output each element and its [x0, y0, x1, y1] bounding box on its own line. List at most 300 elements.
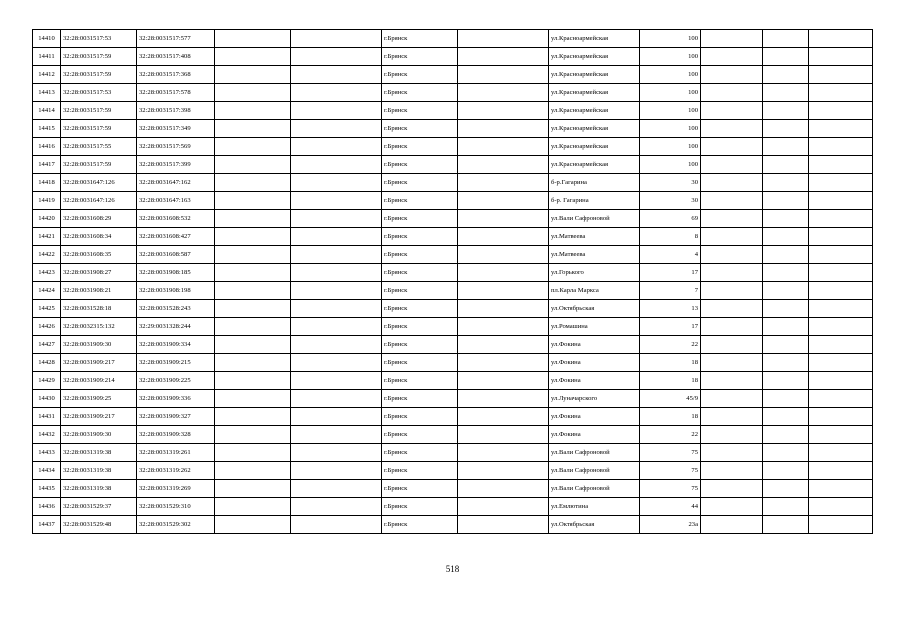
- empty-cell: [763, 426, 809, 444]
- house-number-cell: 30: [640, 192, 701, 210]
- street-cell: ул.Фокина: [549, 372, 640, 390]
- empty-cell: [458, 264, 549, 282]
- empty-cell: [291, 390, 382, 408]
- empty-cell: [458, 192, 549, 210]
- empty-cell: [809, 264, 873, 282]
- empty-cell: [809, 192, 873, 210]
- city-cell: г.Брянск: [382, 30, 458, 48]
- house-number-cell: 100: [640, 156, 701, 174]
- empty-cell: [458, 516, 549, 534]
- row-number-cell: 14417: [33, 156, 61, 174]
- empty-cell: [458, 120, 549, 138]
- object-cadastral-number-cell: 32:28:0031647:163: [137, 192, 215, 210]
- row-number-cell: 14433: [33, 444, 61, 462]
- empty-cell: [291, 66, 382, 84]
- cadastral-number-cell: 32:28:0031529:37: [61, 498, 137, 516]
- empty-cell: [701, 462, 763, 480]
- city-cell: г.Брянск: [382, 210, 458, 228]
- street-cell: ул.Вали Сафроновой: [549, 210, 640, 228]
- table-row: [33, 480, 873, 498]
- city-cell: г.Брянск: [382, 66, 458, 84]
- house-number-cell: 30: [640, 174, 701, 192]
- empty-cell: [763, 48, 809, 66]
- row-number-cell: 14413: [33, 84, 61, 102]
- house-number-cell: 44: [640, 498, 701, 516]
- row-number-cell: 14424: [33, 282, 61, 300]
- empty-cell: [215, 174, 291, 192]
- empty-cell: [215, 462, 291, 480]
- table-row: [33, 462, 873, 480]
- row-number-cell: 14420: [33, 210, 61, 228]
- cadastral-number-cell: 32:28:0031517:59: [61, 66, 137, 84]
- row-number-cell: 14428: [33, 354, 61, 372]
- empty-cell: [809, 498, 873, 516]
- street-cell: ул.Фокина: [549, 408, 640, 426]
- object-cadastral-number-cell: 32:28:0031529:310: [137, 498, 215, 516]
- street-cell: ул.Красноармейская: [549, 30, 640, 48]
- empty-cell: [809, 120, 873, 138]
- object-cadastral-number-cell: 32:28:0031517:368: [137, 66, 215, 84]
- empty-cell: [701, 372, 763, 390]
- city-cell: г.Брянск: [382, 48, 458, 66]
- empty-cell: [291, 354, 382, 372]
- cadastral-number-cell: 32:28:0031319:38: [61, 462, 137, 480]
- empty-cell: [458, 300, 549, 318]
- street-cell: ул.Вали Сафроновой: [549, 462, 640, 480]
- table-row: [33, 192, 873, 210]
- empty-cell: [215, 354, 291, 372]
- cadastral-number-cell: 32:28:0031608:35: [61, 246, 137, 264]
- empty-cell: [458, 480, 549, 498]
- table-row: [33, 246, 873, 264]
- empty-cell: [458, 390, 549, 408]
- street-cell: ул.Емлютина: [549, 498, 640, 516]
- object-cadastral-number-cell: 32:28:0031517:577: [137, 30, 215, 48]
- empty-cell: [458, 210, 549, 228]
- empty-cell: [701, 66, 763, 84]
- empty-cell: [763, 372, 809, 390]
- table-row: [33, 102, 873, 120]
- empty-cell: [215, 300, 291, 318]
- house-number-cell: 23а: [640, 516, 701, 534]
- row-number-cell: 14425: [33, 300, 61, 318]
- cadastral-number-cell: 32:28:0031909:25: [61, 390, 137, 408]
- empty-cell: [763, 462, 809, 480]
- house-number-cell: 100: [640, 120, 701, 138]
- row-number-cell: 14429: [33, 372, 61, 390]
- empty-cell: [291, 228, 382, 246]
- empty-cell: [763, 174, 809, 192]
- street-cell: ул.Красноармейская: [549, 66, 640, 84]
- object-cadastral-number-cell: 32:28:0031517:569: [137, 138, 215, 156]
- city-cell: г.Брянск: [382, 264, 458, 282]
- city-cell: г.Брянск: [382, 102, 458, 120]
- empty-cell: [291, 120, 382, 138]
- cadastral-number-cell: 32:28:0031517:55: [61, 138, 137, 156]
- page-number: 518: [445, 564, 460, 574]
- city-cell: г.Брянск: [382, 498, 458, 516]
- empty-cell: [763, 264, 809, 282]
- row-number-cell: 14415: [33, 120, 61, 138]
- cadastral-number-cell: 32:28:0032315:132: [61, 318, 137, 336]
- table-row: [33, 66, 873, 84]
- row-number-cell: 14423: [33, 264, 61, 282]
- table-row: [33, 354, 873, 372]
- empty-cell: [763, 228, 809, 246]
- object-cadastral-number-cell: 32:28:0031909:328: [137, 426, 215, 444]
- empty-cell: [291, 210, 382, 228]
- cadastral-number-cell: 32:28:0031647:126: [61, 192, 137, 210]
- empty-cell: [291, 480, 382, 498]
- street-cell: б-р. Гагарина: [549, 192, 640, 210]
- street-cell: ул.Вали Сафроновой: [549, 480, 640, 498]
- empty-cell: [701, 174, 763, 192]
- empty-cell: [701, 480, 763, 498]
- empty-cell: [291, 30, 382, 48]
- empty-cell: [763, 336, 809, 354]
- cadastral-number-cell: 32:28:0031517:59: [61, 156, 137, 174]
- house-number-cell: 75: [640, 480, 701, 498]
- empty-cell: [701, 30, 763, 48]
- cadastral-number-cell: 32:28:0031319:38: [61, 480, 137, 498]
- empty-cell: [458, 102, 549, 120]
- row-number-cell: 14437: [33, 516, 61, 534]
- street-cell: б-р.Гагарина: [549, 174, 640, 192]
- empty-cell: [215, 318, 291, 336]
- empty-cell: [763, 246, 809, 264]
- empty-cell: [763, 210, 809, 228]
- row-number-cell: 14421: [33, 228, 61, 246]
- object-cadastral-number-cell: 32:28:0031319:269: [137, 480, 215, 498]
- empty-cell: [215, 210, 291, 228]
- empty-cell: [291, 156, 382, 174]
- empty-cell: [291, 246, 382, 264]
- street-cell: ул.Красноармейская: [549, 138, 640, 156]
- city-cell: г.Брянск: [382, 516, 458, 534]
- empty-cell: [809, 480, 873, 498]
- cadastral-number-cell: 32:28:0031608:29: [61, 210, 137, 228]
- empty-cell: [701, 84, 763, 102]
- empty-cell: [215, 138, 291, 156]
- cadastral-number-cell: 32:28:0031908:27: [61, 264, 137, 282]
- empty-cell: [291, 318, 382, 336]
- empty-cell: [809, 354, 873, 372]
- object-cadastral-number-cell: 32:28:0031608:532: [137, 210, 215, 228]
- city-cell: г.Брянск: [382, 462, 458, 480]
- house-number-cell: 69: [640, 210, 701, 228]
- empty-cell: [763, 516, 809, 534]
- street-cell: ул.Матвеева: [549, 246, 640, 264]
- empty-cell: [291, 84, 382, 102]
- empty-cell: [809, 426, 873, 444]
- table-row: [33, 516, 873, 534]
- object-cadastral-number-cell: 32:28:0031909:225: [137, 372, 215, 390]
- object-cadastral-number-cell: 32:28:0031647:162: [137, 174, 215, 192]
- street-cell: ул.Вали Сафроновой: [549, 444, 640, 462]
- empty-cell: [701, 408, 763, 426]
- object-cadastral-number-cell: 32:28:0031517:349: [137, 120, 215, 138]
- table-row: [33, 84, 873, 102]
- empty-cell: [809, 48, 873, 66]
- empty-cell: [458, 174, 549, 192]
- house-number-cell: 22: [640, 336, 701, 354]
- empty-cell: [215, 246, 291, 264]
- table-row: [33, 390, 873, 408]
- city-cell: г.Брянск: [382, 156, 458, 174]
- object-cadastral-number-cell: 32:28:0031909:334: [137, 336, 215, 354]
- empty-cell: [809, 462, 873, 480]
- row-number-cell: 14419: [33, 192, 61, 210]
- empty-cell: [215, 444, 291, 462]
- city-cell: г.Брянск: [382, 228, 458, 246]
- cadastral-number-cell: 32:28:0031517:59: [61, 102, 137, 120]
- cadastral-number-cell: 32:28:0031909:214: [61, 372, 137, 390]
- street-cell: пл.Карла Маркса: [549, 282, 640, 300]
- empty-cell: [291, 48, 382, 66]
- table-row: [33, 30, 873, 48]
- row-number-cell: 14422: [33, 246, 61, 264]
- empty-cell: [809, 174, 873, 192]
- empty-cell: [291, 192, 382, 210]
- house-number-cell: 100: [640, 30, 701, 48]
- empty-cell: [701, 444, 763, 462]
- registry-table-body: [33, 30, 873, 534]
- house-number-cell: 75: [640, 462, 701, 480]
- empty-cell: [809, 246, 873, 264]
- empty-cell: [215, 390, 291, 408]
- empty-cell: [701, 426, 763, 444]
- city-cell: г.Брянск: [382, 354, 458, 372]
- empty-cell: [701, 156, 763, 174]
- object-cadastral-number-cell: 32:28:0031908:185: [137, 264, 215, 282]
- cadastral-number-cell: 32:28:0031908:21: [61, 282, 137, 300]
- table-row: [33, 444, 873, 462]
- row-number-cell: 14416: [33, 138, 61, 156]
- street-cell: ул.Красноармейская: [549, 120, 640, 138]
- empty-cell: [763, 138, 809, 156]
- table-row: [33, 300, 873, 318]
- empty-cell: [763, 318, 809, 336]
- empty-cell: [701, 354, 763, 372]
- empty-cell: [763, 300, 809, 318]
- empty-cell: [215, 192, 291, 210]
- empty-cell: [809, 300, 873, 318]
- empty-cell: [763, 354, 809, 372]
- city-cell: г.Брянск: [382, 426, 458, 444]
- empty-cell: [215, 156, 291, 174]
- street-cell: ул.Луначарского: [549, 390, 640, 408]
- empty-cell: [215, 102, 291, 120]
- object-cadastral-number-cell: 32:28:0031517:399: [137, 156, 215, 174]
- city-cell: г.Брянск: [382, 138, 458, 156]
- empty-cell: [701, 390, 763, 408]
- empty-cell: [701, 210, 763, 228]
- empty-cell: [809, 156, 873, 174]
- object-cadastral-number-cell: 32:28:0031909:336: [137, 390, 215, 408]
- city-cell: г.Брянск: [382, 408, 458, 426]
- empty-cell: [458, 228, 549, 246]
- object-cadastral-number-cell: 32:28:0031909:327: [137, 408, 215, 426]
- empty-cell: [763, 156, 809, 174]
- empty-cell: [215, 408, 291, 426]
- table-row: [33, 156, 873, 174]
- empty-cell: [809, 516, 873, 534]
- empty-cell: [215, 372, 291, 390]
- row-number-cell: 14434: [33, 462, 61, 480]
- empty-cell: [701, 300, 763, 318]
- empty-cell: [763, 480, 809, 498]
- empty-cell: [215, 480, 291, 498]
- table-row: [33, 336, 873, 354]
- empty-cell: [809, 372, 873, 390]
- empty-cell: [215, 30, 291, 48]
- city-cell: г.Брянск: [382, 174, 458, 192]
- city-cell: г.Брянск: [382, 336, 458, 354]
- empty-cell: [291, 444, 382, 462]
- cadastral-number-cell: 32:28:0031909:217: [61, 354, 137, 372]
- empty-cell: [291, 498, 382, 516]
- object-cadastral-number-cell: 32:28:0031608:427: [137, 228, 215, 246]
- empty-cell: [291, 408, 382, 426]
- city-cell: г.Брянск: [382, 192, 458, 210]
- table-row: [33, 228, 873, 246]
- city-cell: г.Брянск: [382, 282, 458, 300]
- empty-cell: [701, 318, 763, 336]
- empty-cell: [701, 138, 763, 156]
- city-cell: г.Брянск: [382, 246, 458, 264]
- empty-cell: [215, 228, 291, 246]
- cadastral-number-cell: 32:28:0031909:217: [61, 408, 137, 426]
- cadastral-number-cell: 32:28:0031517:53: [61, 30, 137, 48]
- empty-cell: [701, 48, 763, 66]
- empty-cell: [291, 372, 382, 390]
- empty-cell: [701, 192, 763, 210]
- city-cell: г.Брянск: [382, 300, 458, 318]
- empty-cell: [809, 138, 873, 156]
- row-number-cell: 14412: [33, 66, 61, 84]
- row-number-cell: 14426: [33, 318, 61, 336]
- row-number-cell: 14432: [33, 426, 61, 444]
- row-number-cell: 14435: [33, 480, 61, 498]
- empty-cell: [809, 84, 873, 102]
- row-number-cell: 14431: [33, 408, 61, 426]
- object-cadastral-number-cell: 32:28:0031319:261: [137, 444, 215, 462]
- house-number-cell: 18: [640, 354, 701, 372]
- empty-cell: [458, 498, 549, 516]
- row-number-cell: 14414: [33, 102, 61, 120]
- house-number-cell: 100: [640, 84, 701, 102]
- empty-cell: [701, 246, 763, 264]
- empty-cell: [701, 264, 763, 282]
- empty-cell: [215, 426, 291, 444]
- object-cadastral-number-cell: 32:28:0031319:262: [137, 462, 215, 480]
- empty-cell: [763, 30, 809, 48]
- table-row: [33, 498, 873, 516]
- row-number-cell: 14427: [33, 336, 61, 354]
- row-number-cell: 14411: [33, 48, 61, 66]
- empty-cell: [763, 408, 809, 426]
- street-cell: ул.Горького: [549, 264, 640, 282]
- empty-cell: [291, 102, 382, 120]
- empty-cell: [763, 282, 809, 300]
- empty-cell: [458, 462, 549, 480]
- empty-cell: [291, 138, 382, 156]
- city-cell: г.Брянск: [382, 480, 458, 498]
- house-number-cell: 75: [640, 444, 701, 462]
- row-number-cell: 14436: [33, 498, 61, 516]
- street-cell: ул.Красноармейская: [549, 84, 640, 102]
- cadastral-number-cell: 32:28:0031909:30: [61, 336, 137, 354]
- empty-cell: [701, 336, 763, 354]
- object-cadastral-number-cell: 32:28:0031517:578: [137, 84, 215, 102]
- house-number-cell: 13: [640, 300, 701, 318]
- empty-cell: [458, 354, 549, 372]
- empty-cell: [291, 282, 382, 300]
- object-cadastral-number-cell: 32:28:0031528:243: [137, 300, 215, 318]
- empty-cell: [215, 282, 291, 300]
- empty-cell: [809, 228, 873, 246]
- empty-cell: [215, 84, 291, 102]
- house-number-cell: 22: [640, 426, 701, 444]
- empty-cell: [215, 516, 291, 534]
- empty-cell: [458, 336, 549, 354]
- cadastral-number-cell: 32:28:0031319:38: [61, 444, 137, 462]
- object-cadastral-number-cell: 32:28:0031517:408: [137, 48, 215, 66]
- street-cell: ул.Октябрьская: [549, 516, 640, 534]
- empty-cell: [291, 516, 382, 534]
- empty-cell: [701, 102, 763, 120]
- empty-cell: [458, 318, 549, 336]
- cadastral-number-cell: 32:28:0031517:59: [61, 48, 137, 66]
- empty-cell: [458, 66, 549, 84]
- empty-cell: [701, 498, 763, 516]
- table-row: [33, 138, 873, 156]
- house-number-cell: 45/9: [640, 390, 701, 408]
- row-number-cell: 14418: [33, 174, 61, 192]
- empty-cell: [809, 318, 873, 336]
- table-row: [33, 282, 873, 300]
- object-cadastral-number-cell: 32:28:0031908:198: [137, 282, 215, 300]
- cadastral-number-cell: 32:28:0031528:18: [61, 300, 137, 318]
- empty-cell: [458, 30, 549, 48]
- empty-cell: [458, 408, 549, 426]
- empty-cell: [763, 84, 809, 102]
- empty-cell: [701, 228, 763, 246]
- empty-cell: [809, 66, 873, 84]
- empty-cell: [809, 444, 873, 462]
- house-number-cell: 100: [640, 48, 701, 66]
- object-cadastral-number-cell: 32:28:0031517:398: [137, 102, 215, 120]
- empty-cell: [291, 336, 382, 354]
- object-cadastral-number-cell: 32:28:0031529:302: [137, 516, 215, 534]
- empty-cell: [763, 66, 809, 84]
- empty-cell: [215, 264, 291, 282]
- table-row: [33, 174, 873, 192]
- street-cell: ул.Ромашина: [549, 318, 640, 336]
- empty-cell: [809, 210, 873, 228]
- cadastral-number-cell: 32:28:0031529:48: [61, 516, 137, 534]
- empty-cell: [458, 138, 549, 156]
- house-number-cell: 100: [640, 102, 701, 120]
- empty-cell: [215, 66, 291, 84]
- empty-cell: [809, 408, 873, 426]
- house-number-cell: 8: [640, 228, 701, 246]
- street-cell: ул.Фокина: [549, 354, 640, 372]
- house-number-cell: 17: [640, 264, 701, 282]
- object-cadastral-number-cell: 32:28:0031608:587: [137, 246, 215, 264]
- row-number-cell: 14430: [33, 390, 61, 408]
- house-number-cell: 4: [640, 246, 701, 264]
